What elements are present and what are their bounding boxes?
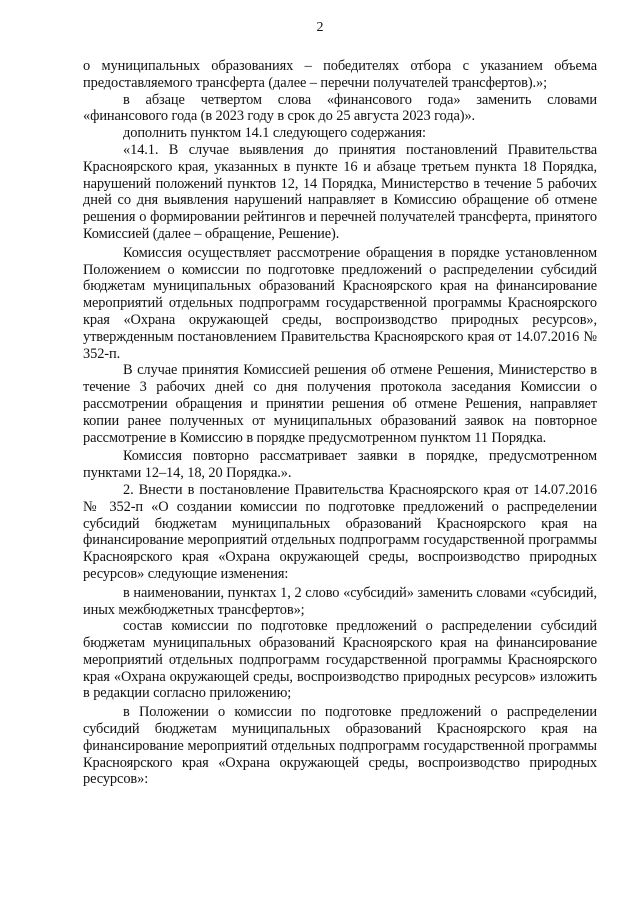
paragraph-continuation: о муниципальных образованиях – победителях отбора с указанием объема предоставляемого трансферта (далее – перечни получателей трансфертов).»; bbox=[83, 58, 597, 91]
paragraph: в Положении о комиссии по подготовке предложений о распределении субсидий бюджетам муниципальных образований Красноярского края на финансирование мероприятий отдельных подпрограмм государственной программы Красноярского края «Охрана окружающей среды, воспроизводство природных ресурсов»: bbox=[83, 704, 597, 788]
paragraph: в наименовании, пунктах 1, 2 слово «субсидий» заменить словами «субсидий, иных межбюджетных трансфертов»; bbox=[83, 584, 597, 618]
paragraph: Комиссия повторно рассматривает заявки в порядке, предусмотренном пунктами 12–14, 18, 20 Порядка.». bbox=[83, 448, 597, 482]
paragraph: в абзаце четвертом слова «финансового года» заменить словами «финансового года (в 2023 году в срок до 25 августа 2023 года)». bbox=[83, 91, 597, 125]
page-number: 2 bbox=[316, 20, 324, 35]
document-body bbox=[83, 58, 597, 788]
paragraph: 2. Внести в постановление Правительства Красноярского края от 14.07.2016 № 352-п «О создании комиссии по подготовке предложений о распределении субсидий бюджетам муниципальных образований Красноярского края на финансирование мероприятий отдельных подпрограмм государственной программы Красноярского края «Охрана окружающей среды, воспроизводство природных ресурсов» следующие изменения: bbox=[83, 481, 597, 582]
paragraph: Комиссия осуществляет рассмотрение обращения в порядке установленном Положением о комиссии по подготовке предложений о распределении субсидий бюджетам муниципальных образований Красноярского края на финансирование мероприятий отдельных подпрограмм государственной программы Красноярского края «Охрана окружающей среды, воспроизводство природных ресурсов», утвержденным постановлением Правительства Красноярского края от 14.07.2016 № 352-п. bbox=[83, 244, 597, 362]
paragraph: «14.1. В случае выявления до принятия постановлений Правительства Красноярского края, указанных в пункте 16 и абзаце третьем пункта 18 Порядка, нарушений положений пунктов 12, 14 Порядка, Министерство в течение 5 рабочих дней со дня выявления нарушений направляет в Комиссию обращение об отмене решения о формировании рейтингов и перечней получателей трансферта, принятого Комиссией (далее – обращение, Решение). bbox=[83, 141, 597, 242]
paragraph: дополнить пунктом 14.1 следующего содержания: bbox=[123, 125, 426, 142]
paragraph: В случае принятия Комиссией решения об отмене Решения, Министерство в течение 3 рабочих дней со дня получения протокола заседания Комиссии о рассмотрении обращения и принятии решения об отмене Решения, направляет копии ранее полученных от муниципальных образований заявок на повторное рассмотрение в Комиссию в порядке предусмотренном пунктом 11 Порядка. bbox=[83, 362, 597, 446]
paragraph: состав комиссии по подготовке предложений о распределении субсидий бюджетам муниципальных образований Красноярского края на финансирование мероприятий отдельных подпрограмм государственной программы Красноярского края «Охрана окружающей среды, воспроизводство природных ресурсов» изложить в редакции согласно приложению; bbox=[83, 618, 597, 702]
